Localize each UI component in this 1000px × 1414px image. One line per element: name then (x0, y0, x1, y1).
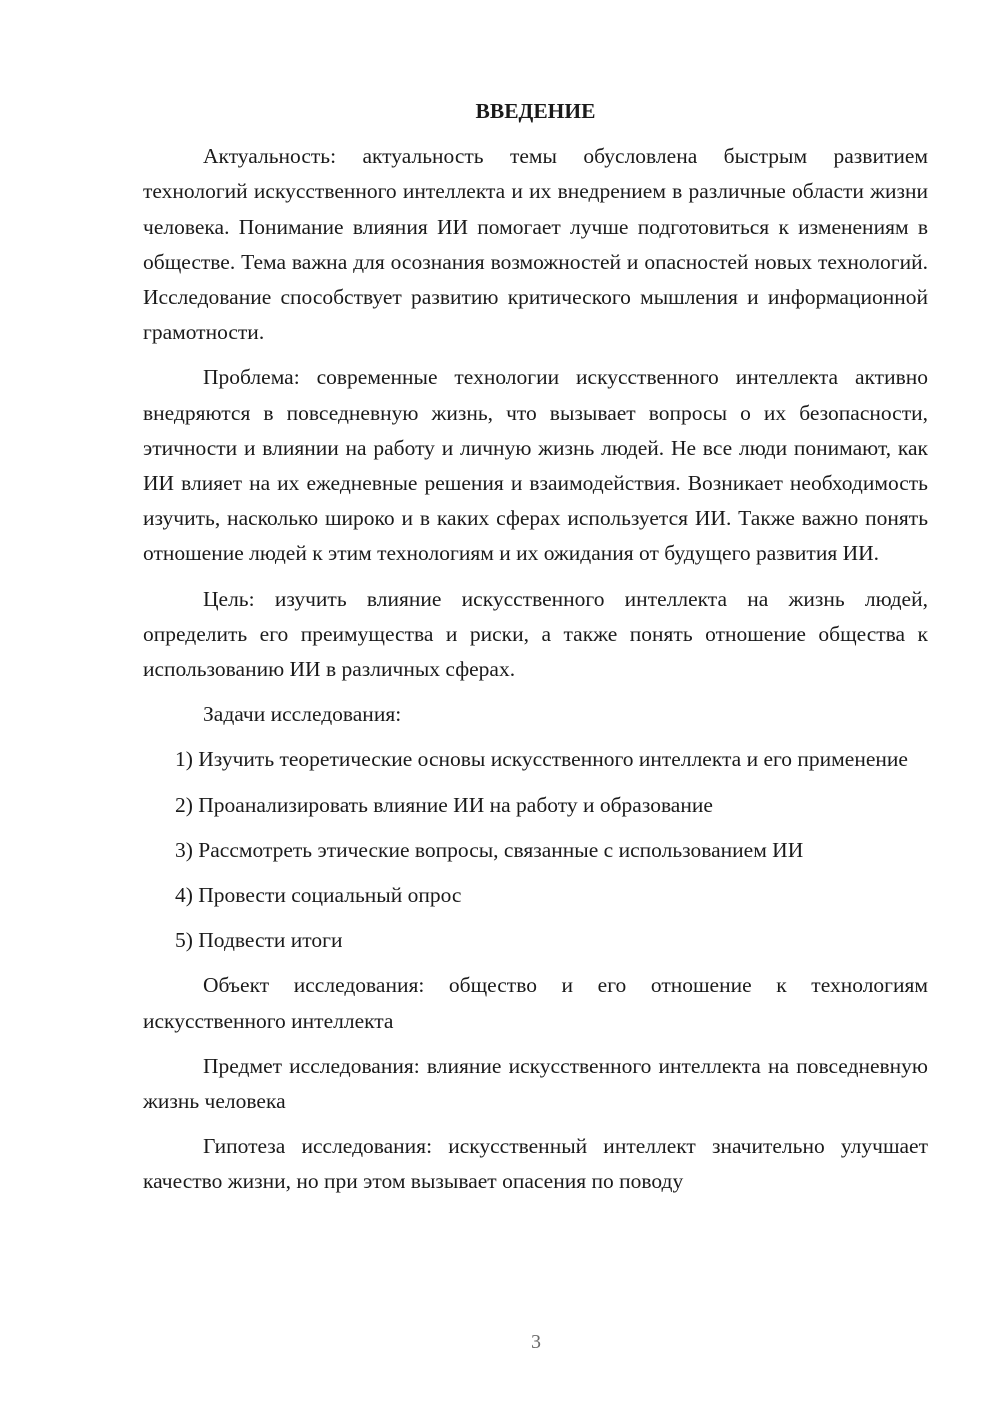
task-item: 4) Провести социальный опрос (175, 883, 462, 908)
task-item: 3) Рассмотреть этические вопросы, связанные с использованием ИИ (175, 837, 804, 862)
paragraph-subject: Предмет исследования: влияние искусственного интеллекта на повседневную жизнь человека (143, 1053, 928, 1114)
paragraph-problem: Проблема: современные технологии искусственного интеллекта активно внедряются в повседневную жизнь, что вызывает вопросы о их безопасности, этичности и влиянии на работу и личную жизнь людей. Не все люди понимают, как ИИ влияет на их ежедневные решения и взаимодействия. Возникает необходимость изучить, насколько широко и в каких сферах используется ИИ. Также важно понять отношение людей к этим технологиям и их ожидания от будущего развития ИИ. (143, 365, 928, 566)
task-item: 5) Подвести итоги (175, 928, 343, 953)
paragraph-relevance: Актуальность: актуальность темы обусловлена быстрым развитием технологий искусственного интеллекта и их внедрением в различные области жизни человека. Понимание влияния ИИ помогает лучше подготовиться к изменениям в обществе. Тема важна для осознания возможностей и опасностей новых технологий. Исследование способствует развитию критического мышления и информационной грамотности. (143, 144, 928, 345)
section-title: ВВЕДЕНИЕ (475, 99, 596, 123)
tasks-heading: Задачи исследования: (203, 702, 402, 727)
task-item: 2) Проанализировать влияние ИИ на работу и образование (175, 792, 713, 817)
paragraph-object: Объект исследования: общество и его отношение к технологиям искусственного интеллекта (143, 973, 928, 1033)
page-content (143, 94, 928, 1210)
page-number: 3 (531, 1331, 541, 1353)
paragraph-hypothesis: Гипотеза исследования: искусственный интеллект значительно улучшает качество жизни, но при этом вызывает опасения по поводу (143, 1134, 928, 1194)
paragraph-goal: Цель: изучить влияние искусственного интеллекта на жизнь людей, определить его преимущества и риски, а также понять отношение общества к использованию ИИ в различных сферах. (143, 586, 928, 682)
task-item: 1) Изучить теоретические основы искусственного интеллекта и его применение (175, 747, 908, 772)
